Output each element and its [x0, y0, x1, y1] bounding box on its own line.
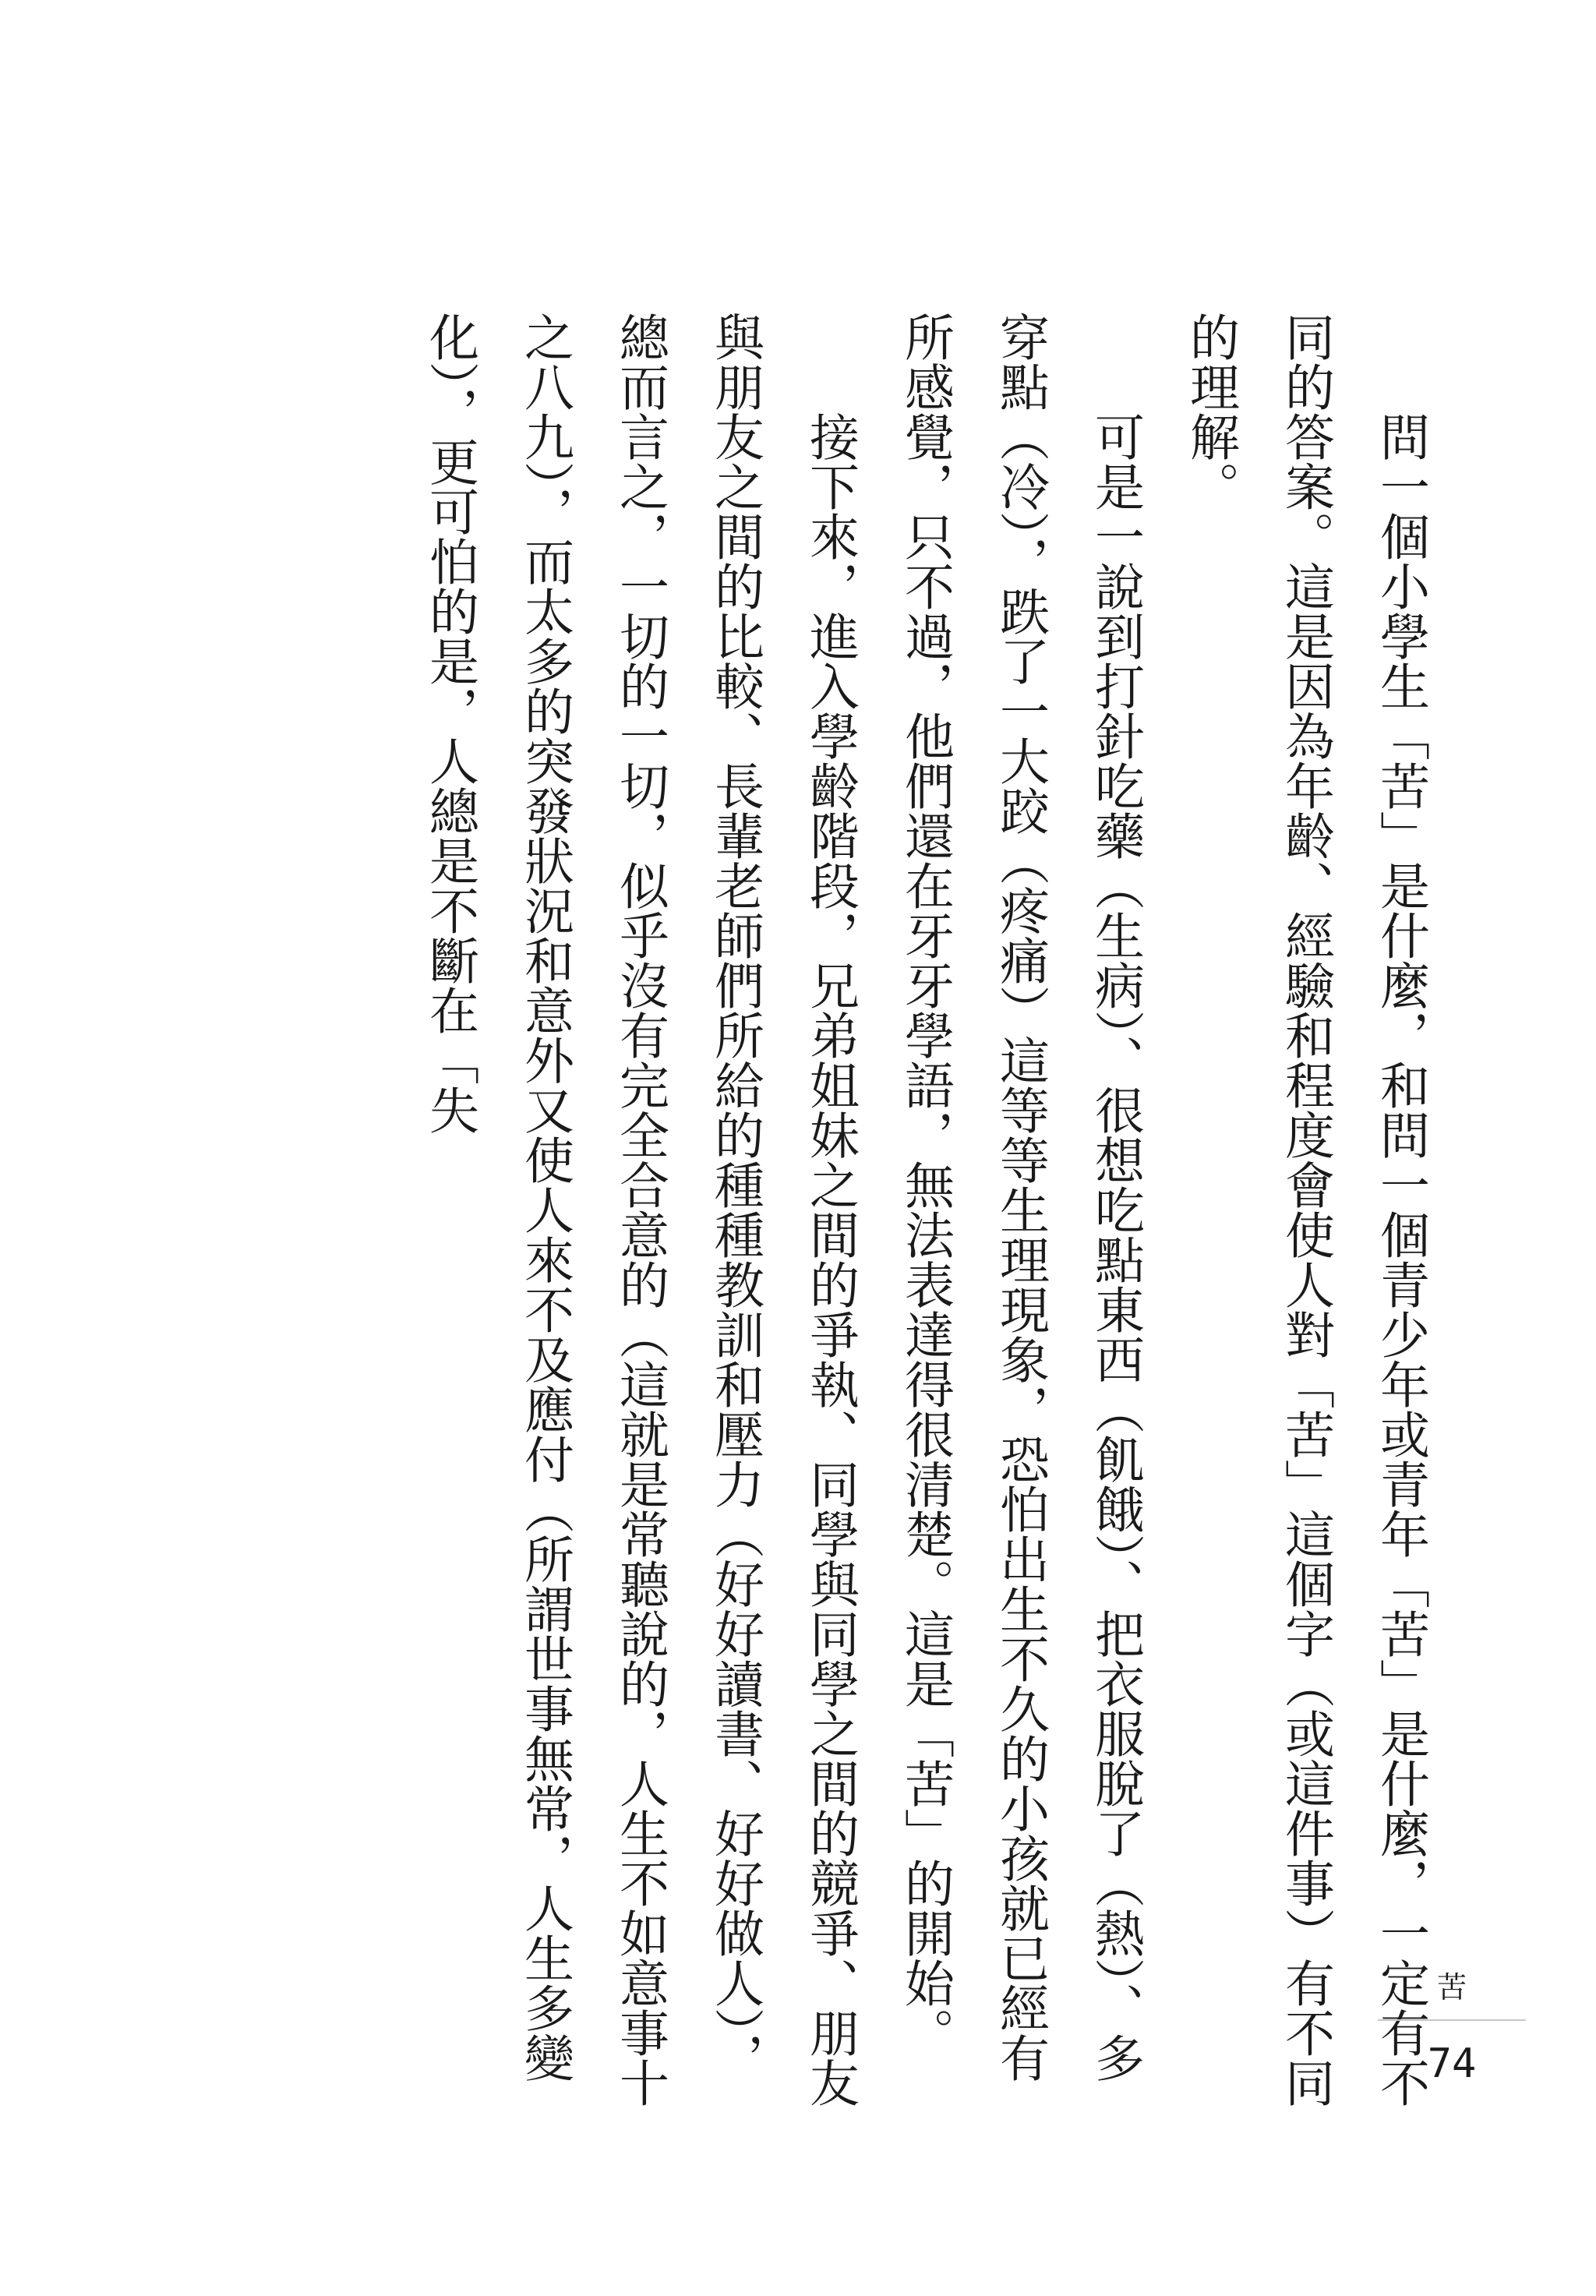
paragraph-1: 問一個小學生「苦」是什麼，和問一個青少年或青年「苦」是什麼，一定有不同的答案。這是因為年齡、經驗和程度會使人對「苦」這個字（或這件事）有不同的理解。: [1181, 312, 1429, 2107]
page-footer: [1378, 1968, 1526, 2091]
vertical-text-body: [402, 312, 1448, 2120]
paragraph-3: 接下來，進入學齡階段，兄弟姐妹之間的爭執、同學與同學之間的競爭、朋友與朋友之間的比較、長輩老師們所給的種種教訓和壓力（好好讀書、好好做人），總而言之，一切的一切，似乎沒有完全合意的（這就是常聽說的，人生不如意事十之八九），而太多的突發狀況和意外又使人來不及應付（所謂世事無常，人生多變化），更可怕的是，人總是不斷在「失: [421, 312, 859, 2107]
paragraph-2: 可是一說到打針吃藥（生病）、很想吃點東西（飢餓）、把衣服脫了（熱）、多穿點（冷），跌了一大跤（疼痛）這等等生理現象，恐怕出生不久的小孩就已經有所感覺，只不過，他們還在牙牙學語，無法表達得很清楚。這是「苦」的開始。: [896, 312, 1144, 2082]
section-label: 苦: [1378, 1968, 1526, 2021]
page-number: 74: [1427, 2040, 1477, 2087]
